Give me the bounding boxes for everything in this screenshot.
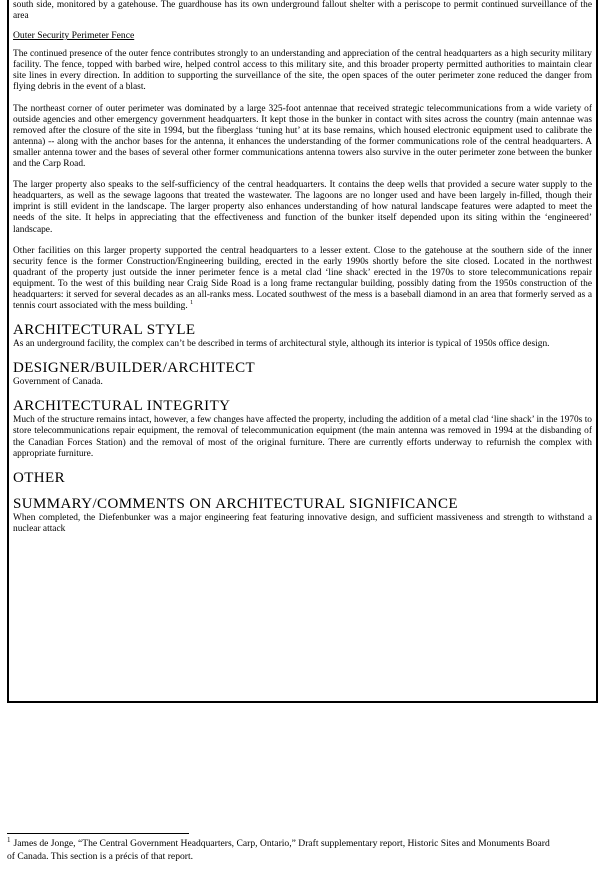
document-frame [7, 0, 598, 703]
architectural-style-text: As an underground facility, the complex can’t be described in terms of architectural style, although its interior is typical of 1950s office design. [13, 339, 550, 350]
summary-text: When completed, the Diefenbunker was a major engineering feat featuring innovative design, and sufficient massiveness and strength to withstand a nuclear attack [13, 512, 592, 534]
architectural-style-section [13, 322, 592, 350]
document-body [9, 0, 596, 535]
designer-heading: DESIGNER/BUILDER/ARCHITECT [13, 360, 256, 377]
other-facilities-text: Other facilities on this larger property supported the central headquarters to a lesser extent. Close to the gatehouse at the southern side of the inner security fence is the former Construction/Engineering building, erected in the early 1990s shortly before the site closed. Located in the northwest quadrant of the property just outside the inner perimeter fence is a metal clad ‘line shack’ erected in the 1970s to store telecommunications repair equipment. To the west of this building near Craig Side Road is a long frame rectangular building, possibly dating from the 1950s construction of the headquarters: it served for several decades as an all-ranks mess. Located southwest of the mess is a baseball diamond in an area that formerly served as a tennis court associated with the mess building. [13, 245, 592, 312]
footnote-mark: 1 [7, 835, 11, 844]
other-facilities-paragraph [13, 246, 592, 313]
outer-fence-paragraph: The continued presence of the outer fence contributes strongly to an understanding and appreciation of the central headquarters as a high security military facility. The fence, topped with barbed wire, helped control access to this military site, and this broader property permitted authorities to maintain clear site lines in every direction. In addition to supporting the surveillance of the site, the open spaces of the outer perimeter zone reduced the danger from flying debris in the event of a blast. [13, 49, 592, 93]
designer-section [13, 360, 592, 388]
summary-heading: SUMMARY/COMMENTS ON ARCHITECTURAL SIGNIFICANCE [13, 495, 458, 512]
integrity-section [13, 398, 592, 459]
footnote-reference: 1 [190, 299, 194, 306]
other-section [13, 470, 592, 486]
summary-section [13, 496, 592, 535]
footnote-divider [7, 833, 189, 834]
footnote-text: James de Jonge, “The Central Government Headquarters, Carp, Ontario,” Draft supplementary report, Historic Sites and Monuments Board of Canada. This section is a précis of that report. [7, 838, 550, 862]
footnote [7, 835, 552, 863]
self-sufficiency-paragraph: The larger property also speaks to the self-sufficiency of the central headquarters. It contains the deep wells that provided a secure water supply to the headquarters, as well as the sewage lagoons that treated the wastewater. The lagoons are no longer used and have been largely in-filled, though their imprint is still evident in the landscape. The larger property also enhances understanding of how natural landscape features were adapted to meet the needs of the site. It helps in appreciating that the effectiveness and function of the bunker itself depended upon its siting within the ‘engineered’ landscape. [13, 180, 592, 235]
integrity-text: Much of the structure remains intact, however, a few changes have affected the property, including the addition of a metal clad ‘line shack’ in the 1970s to store telecommunications repair equipment, the removal of telecommunication equipment (the main antenna was removed in 1994 at the disbanding of the Canadian Forces Station) and the removal of most of the original furniture. There are currently efforts underway to refurnish the complex with appropriate furniture. [13, 415, 592, 459]
integrity-heading: ARCHITECTURAL INTEGRITY [13, 398, 231, 415]
antenna-paragraph: The northeast corner of outer perimeter was dominated by a large 325-foot antennae that received strategic telecommunications from a wide variety of outside agencies and other emergency government headquarters. It kept those in the bunker in contact with sites across the country (main antennae was removed after the closure of the site in 1994, but the fiberglass ‘tuning hut’ at its base remains, which housed electronic equipment used to calibrate the antenna) -- along with the anchor bases for the antenna, it enhances the understanding of the former communications role of the central headquarters. A smaller antenna tower and the bases of several other former communications antenna towers also survive in the outer perimeter zone between the bunker and the Carp Road. [13, 103, 592, 170]
other-heading: OTHER [13, 469, 65, 486]
designer-text: Government of Canada. [13, 377, 103, 388]
architectural-style-heading: ARCHITECTURAL STYLE [13, 322, 196, 339]
intro-tail-paragraph: south side, monitored by a gatehouse. The guardhouse has its own underground fallout shelter with a periscope to permit continued surveillance of the area [13, 0, 592, 22]
outer-fence-heading: Outer Security Perimeter Fence [13, 30, 135, 42]
